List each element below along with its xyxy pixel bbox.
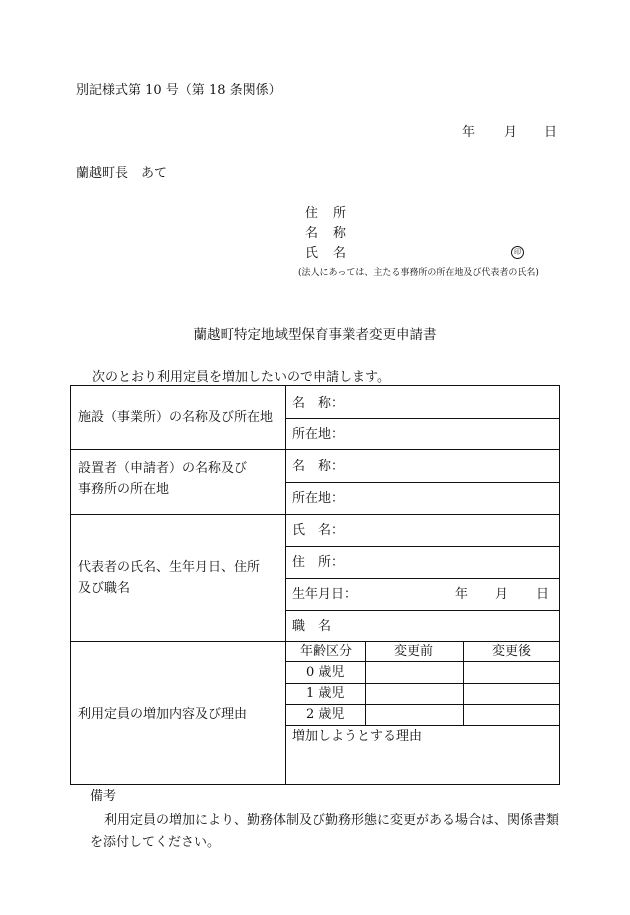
age-row-1: 1 歳児: [306, 686, 345, 701]
founder-label-line-1: 設置者（申請者）の名称及び: [78, 461, 248, 476]
applicant-person-label-1: 氏: [305, 246, 319, 261]
age-row-0: 0 歳児: [306, 665, 345, 680]
rep-address-field: 住 所：: [292, 555, 345, 570]
reason-label: 増加しようとする理由: [292, 729, 423, 744]
rep-birth-day: 日: [536, 587, 550, 602]
rep-title-field: 職 名: [292, 619, 332, 634]
applicant-name-label-1: 名: [305, 226, 319, 241]
age-row-divider-3: [285, 704, 559, 705]
founder-name-field: 名 称：: [292, 459, 345, 474]
facility-label: 施設（事業所）の名称及び所在地: [78, 410, 274, 425]
rep-label-line-2: 及び職名: [78, 581, 131, 596]
applicant-person-label-2: 名: [333, 246, 347, 261]
age-col-divider-2: [463, 641, 464, 725]
remarks-title: 備考: [90, 789, 117, 804]
date-year: 年: [462, 125, 476, 140]
founder-label-line-2: 事務所の所在地: [78, 482, 170, 497]
rep-birth-year: 年: [455, 587, 469, 602]
rep-row-divider-2: [285, 578, 559, 579]
applicant-address-label-2: 所: [333, 206, 347, 221]
founder-address-field: 所在地：: [292, 491, 345, 506]
rep-row-divider-3: [285, 610, 559, 611]
date-month: 月: [504, 125, 518, 140]
age-row-divider-4: [285, 725, 559, 726]
rep-name-field: 氏 名：: [292, 523, 345, 538]
rep-label-line-1: 代表者の氏名、生年月日、住所: [78, 560, 261, 575]
rep-birth-month: 月: [495, 587, 509, 602]
age-row-divider-2: [285, 683, 559, 684]
section-divider-1: [71, 449, 559, 450]
application-table: [70, 385, 560, 785]
before-header: 変更前: [394, 644, 434, 659]
facility-name-field: 名 称：: [292, 396, 345, 411]
section-divider-2: [71, 514, 559, 515]
facility-row-divider: [285, 418, 559, 419]
form-number: 別記様式第 10 号（第 18 条関係）: [76, 83, 282, 98]
age-row-2: 2 歳児: [306, 707, 345, 722]
applicant-address-label-1: 住: [305, 206, 319, 221]
capacity-label: 利用定員の増加内容及び理由: [78, 707, 248, 722]
date-day: 日: [544, 125, 558, 140]
document-title: 蘭越町特定地域型保育事業者変更申請書: [193, 327, 437, 343]
section-divider-3: [71, 641, 559, 642]
addressee: 蘭越町長 あて: [76, 166, 168, 181]
seal-mark: 印: [511, 246, 524, 259]
after-header: 変更後: [492, 644, 532, 659]
applicant-note: (法人にあっては、主たる事務所の所在地及び代表者の氏名): [298, 268, 539, 278]
facility-address-field: 所在地：: [292, 427, 345, 442]
rep-row-divider-1: [285, 546, 559, 547]
founder-row-divider: [285, 482, 559, 483]
intro-text: 次のとおり利用定員を増加したいので申請します。: [92, 370, 390, 385]
rep-birth-field: 生年月日：: [292, 587, 358, 602]
age-row-divider-1: [285, 661, 559, 662]
age-col-divider-1: [365, 641, 366, 725]
applicant-name-label-2: 称: [333, 226, 347, 241]
remarks-text: 利用定員の増加により、勤務体制及び勤務形態に変更がある場合は、関係書類を添付してください。: [90, 813, 560, 850]
age-header: 年齢区分: [300, 644, 353, 659]
